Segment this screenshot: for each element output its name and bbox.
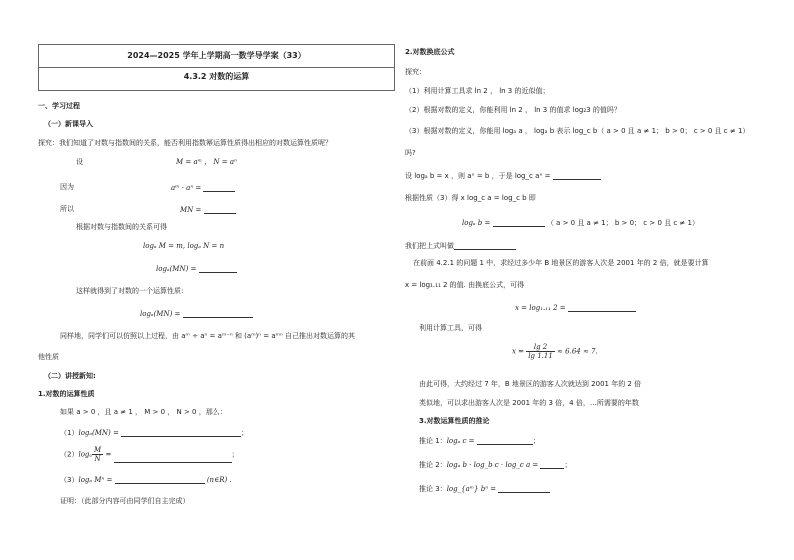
answer-blank[interactable] <box>568 303 636 312</box>
example-line-1: 在前面 4.2.1 的问题 1 中，求经过多少年 B 地景区的游客人次是 2001 年的 2 倍，就是要计算 <box>413 259 709 267</box>
inference-1: 推论 1：logₐ c = ； <box>419 436 540 445</box>
rules-condition: 如果 a > 0 ，且 a ≠ 1 ， M > 0 ， N > 0 ，那么： <box>60 408 227 416</box>
answer-blank[interactable] <box>498 484 550 493</box>
so-label: 所以 <box>60 205 74 213</box>
inference-title: 3.对数运算性质的推论 <box>419 417 490 425</box>
explore-question: 探究：我们知道了对数与指数间的关系，能否利用指数幂运算性质得出相应的对数运算性质呢？ <box>38 139 332 147</box>
property-3-line: 根据性质（3）得 x log_c a = log_c b 即 <box>405 194 536 202</box>
rule-2: （2）logₐ $\frac{M}{N}$ = ； <box>60 446 239 464</box>
because-label: 因为 <box>60 183 74 191</box>
answer-blank[interactable] <box>199 264 237 273</box>
rules-title: 1.对数的运算性质 <box>38 390 95 398</box>
answer-blank[interactable] <box>183 309 253 318</box>
example-line-2: x = log₁.₁₁ 2 的值. 由换底公式，可得 <box>405 281 525 289</box>
change-of-base-formula: logₐ b = （ a > 0 且 a ≠ 1； b > 0； c > 0 且 c ≠ 1） <box>462 218 699 227</box>
set-label: 设 <box>76 158 83 166</box>
question-3a: （3）根据对数的定义，你能用 logₐ a ， logₐ b 表示 log_c b（ a > 0 且 a ≠ 1； b > 0； c > 0 且 c ≠ 1） <box>405 127 750 135</box>
fraction-m-over-n: $\frac{M}{N}$ <box>94 446 102 464</box>
answer-blank[interactable] <box>553 171 601 180</box>
answer-blank[interactable] <box>454 241 516 250</box>
log-mn-expression: logₐ(MN) = <box>156 264 237 273</box>
approx-equation: x = $\frac{\lg 2}{\lg 1.11}$ ≈ 6.64 ≈ 7. <box>512 343 598 361</box>
title-box-2 <box>38 66 395 91</box>
log-mn-property: logₐ(MN) = <box>140 309 253 318</box>
relation-text: 根据对数与指数间的关系可得 <box>76 223 167 231</box>
relation-expression: logₐ M = m, logₐ N = n <box>143 242 225 250</box>
subsection-intro: （一）新课导入 <box>44 120 93 128</box>
answer-blank[interactable] <box>204 205 236 214</box>
conclusion-1: 由此可得，大约经过 7 年，B 地景区的游客人次就达到 2001 年的 2 倍 <box>419 380 642 388</box>
section-learning-process: 一、学习过程 <box>38 102 80 110</box>
similar-text-1: 同样地，同学们可以仿照以上过程，由 aᵐ ÷ aⁿ = aᵐ⁻ⁿ 和 (aᵐ)ⁿ = aᵐⁿ 自己推出对数运算的其 <box>60 332 356 340</box>
proof-note: 证明：（此部分内容可由同学们自主完成） <box>60 497 190 505</box>
subsection-new-knowledge: （二）讲授新知: <box>44 372 96 380</box>
similar-text-2: 他性质 <box>38 353 59 361</box>
set-line: 设 logₐ b = x ，则 aˣ = b ，于是 log_c aˣ = <box>405 171 601 180</box>
answer-blank[interactable] <box>540 460 564 469</box>
answer-blank[interactable] <box>121 428 241 437</box>
answer-blank[interactable] <box>477 436 533 445</box>
fraction-lg2-over-lg111: $\frac{\lg 2}{\lg 1.11}$ <box>528 343 553 361</box>
answer-blank[interactable] <box>493 218 545 227</box>
question-2: （2）根据对数的定义，你能利用 ln 2 ， ln 3 的值求 log₂3 的值吗？ <box>405 106 621 114</box>
worksheet-title: 2024—2025 学年上学期高一数学导学案（33） <box>127 51 306 60</box>
answer-blank[interactable] <box>114 454 232 463</box>
because-expression: aᵐ · aⁿ = <box>171 183 235 192</box>
change-of-base-title: 2.对数换底公式 <box>405 48 455 56</box>
set-expression: M = aᵐ ， N = aⁿ <box>176 158 237 166</box>
obtained-text: 这样就得到了对数的一个运算性质: <box>76 287 184 295</box>
calc-tool-text: 利用计算工具，可得 <box>419 324 482 332</box>
example-equation: x = log₁.₁₁ 2 = <box>515 303 636 312</box>
inference-2: 推论 2：logₐ b · log_b c · log_c a = ； <box>419 460 572 469</box>
rule-3: （3）logₐ Mⁿ = (n∈R) . <box>60 475 232 484</box>
inference-3: 推论 3：log_{aᵐ} bⁿ = <box>419 484 550 493</box>
rule-1: （1）logₐ(MN) = ； <box>60 428 249 437</box>
answer-blank[interactable] <box>115 475 205 484</box>
question-1: （1）利用计算工具求 ln 2 ， ln 3 的近似值； <box>405 87 550 95</box>
lesson-title: 4.3.2 对数的运算 <box>183 72 250 81</box>
title-box-1 <box>38 44 395 68</box>
formula-name-line: 我们把上式叫做 <box>405 241 516 250</box>
answer-blank[interactable] <box>203 183 235 192</box>
explore-label: 探究： <box>405 68 426 76</box>
question-3b: 吗? <box>405 149 416 157</box>
so-expression: MN = <box>180 205 236 214</box>
conclusion-2: 类似地，可以求出游客人次是 2001 年的 3 倍，4 倍，…所需要的年数 <box>419 399 639 407</box>
